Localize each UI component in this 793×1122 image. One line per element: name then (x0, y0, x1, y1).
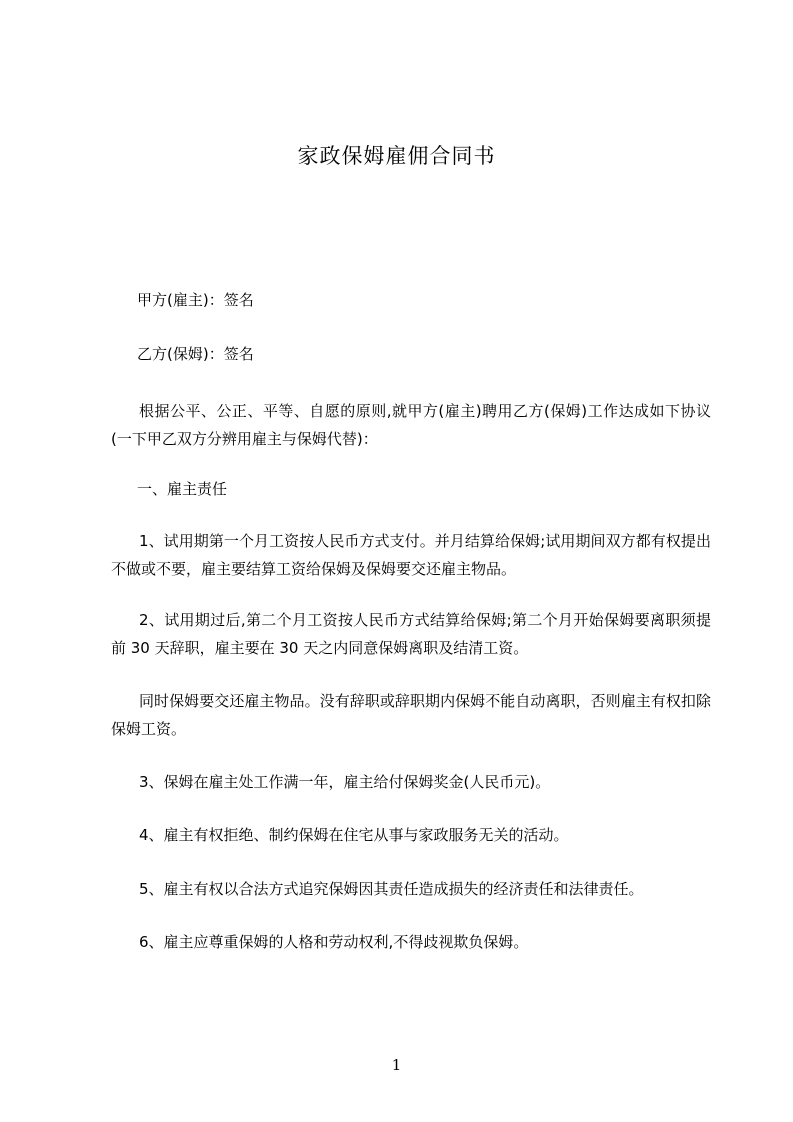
clause-2-continued: 同时保姆要交还雇主物品。没有辞职或辞职期内保姆不能自动离职，否则雇主有权扣除保姆工资。 (111, 692, 711, 738)
party-b-line: 乙方(保姆)：签名 (137, 345, 254, 363)
party-a-line: 甲方(雇主)：签名 (137, 291, 254, 309)
page-number: 1 (391, 1056, 402, 1074)
intro-paragraph: 根据公平、公正、平等、自愿的原则,就甲方(雇主)聘用乙方(保姆)工作达成如下协议(一下甲乙双方分辨用雇主与保姆代替)： (111, 402, 711, 448)
clause-2: 2、试用期过后,第二个月工资按人民币方式结算给保姆;第二个月开始保姆要离职须提前 30 天辞职，雇主要在 30 天之内同意保姆离职及结清工资。 (111, 611, 711, 657)
clause-6: 6、雇主应尊重保姆的人格和劳动权利,不得歧视欺负保姆。 (139, 933, 529, 951)
clause-3: 3、保姆在雇主处工作满一年，雇主给付保姆奖金(人民币元)。 (139, 773, 551, 791)
clause-5: 5、雇主有权以合法方式追究保姆因其责任造成损失的经济责任和法律责任。 (139, 880, 644, 898)
clause-4: 4、雇主有权拒绝、制约保姆在住宅从事与家政服务无关的活动。 (139, 826, 569, 844)
document-title: 家政保姆雇佣合同书 (297, 144, 496, 168)
section-heading-employer-duties: 一、雇主责任 (137, 480, 228, 498)
clause-1: 1、试用期第一个月工资按人民币方式支付。并月结算给保姆;试用期间双方都有权提出不做或不要，雇主要结算工资给保姆及保姆要交还雇主物品。 (111, 532, 711, 578)
